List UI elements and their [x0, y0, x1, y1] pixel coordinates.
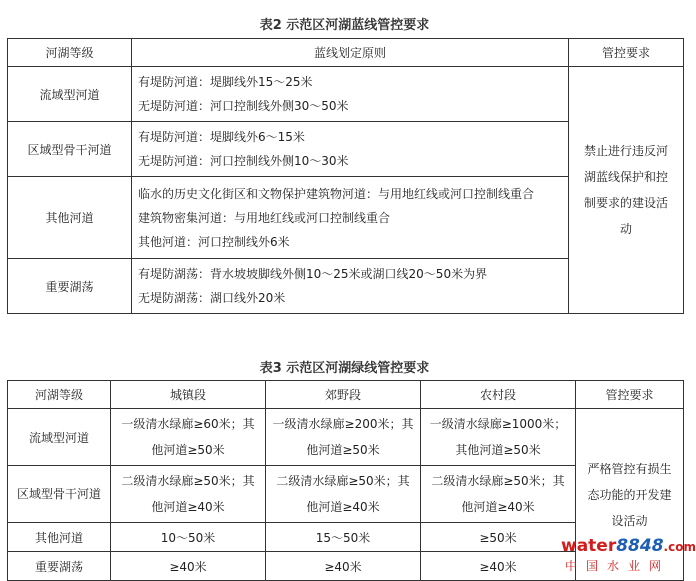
principle-line: 临水的历史文化街区和文物保护建筑物河道：与用地红线或河口控制线重合 — [138, 186, 535, 201]
table-header-row — [8, 381, 684, 409]
watermark-chinese: 中国水业网 — [565, 559, 671, 573]
header-control: 管控要求 — [576, 381, 684, 409]
principle-line: 无堤防河道：河口控制线外侧10～30米 — [138, 154, 349, 168]
principle-cell — [132, 177, 569, 259]
level-cell: 区域型骨干河道 — [8, 466, 111, 523]
principle-line: 有堤防河道：堤脚线外15～25米 — [138, 75, 313, 89]
table-header-row — [8, 39, 684, 67]
header-suburb: 郊野段 — [266, 381, 421, 409]
principle-cell — [132, 122, 569, 177]
principle-cell — [132, 259, 569, 314]
header-principle: 蓝线划定原则 — [132, 39, 569, 67]
table-row — [8, 67, 684, 122]
watermark-number: 8848 — [616, 536, 664, 556]
principle-line: 建筑物密集河道：与用地红线或河口控制线重合 — [138, 210, 391, 225]
control-text: 严格管控有损生态功能的开发建设活动 — [587, 461, 672, 528]
level-cell: 流域型河道 — [8, 409, 111, 466]
blue-line-table — [7, 38, 684, 314]
table3-title: 表3 示范区河湖绿线管控要求 — [259, 361, 430, 376]
principle-line: 无堤防湖荡：湖口线外20米 — [138, 291, 286, 305]
site-watermark-logo — [561, 536, 696, 580]
town-cell: 二级清水绿廊≥50米；其他河道≥40米 — [111, 466, 266, 523]
table2-title: 表2 示范区河湖蓝线管控要求 — [259, 18, 430, 33]
level-cell: 其他河道 — [8, 177, 132, 259]
suburb-cell: 15～50米 — [266, 523, 421, 552]
level-cell: 其他河道 — [8, 523, 111, 552]
principle-line: 其他河道：河口控制线外6米 — [138, 234, 290, 249]
watermark-suffix: .com — [663, 540, 696, 554]
suburb-cell: ≥40米 — [266, 552, 421, 581]
level-cell: 重要湖荡 — [8, 552, 111, 581]
header-control: 管控要求 — [569, 39, 684, 67]
table-row — [8, 409, 684, 466]
header-rural: 农村段 — [421, 381, 576, 409]
rural-cell: ≥40米 — [421, 552, 576, 581]
control-cell — [569, 67, 684, 314]
header-level: 河湖等级 — [8, 381, 111, 409]
town-cell: 一级清水绿廊≥60米；其他河道≥50米 — [111, 409, 266, 466]
header-level: 河湖等级 — [8, 39, 132, 67]
principle-line: 有堤防河道：堤脚线外6～15米 — [138, 130, 305, 144]
town-cell: 10～50米 — [111, 523, 266, 552]
suburb-cell: 一级清水绿廊≥200米；其他河道≥50米 — [266, 409, 421, 466]
level-cell: 区域型骨干河道 — [8, 122, 132, 177]
control-text: 禁止进行违反河湖蓝线保护和控制要求的建设活动 — [583, 144, 668, 236]
principle-cell — [132, 67, 569, 122]
watermark-word: water — [561, 536, 617, 556]
rural-cell: 二级清水绿廊≥50米；其他河道≥40米 — [421, 466, 576, 523]
town-cell: ≥40米 — [111, 552, 266, 581]
rural-cell: 一级清水绿廊≥1000米；其他河道≥50米 — [421, 409, 576, 466]
header-town: 城镇段 — [111, 381, 266, 409]
principle-line: 有堤防湖荡：背水坡坡脚线外侧10～25米或湖口线20～50米为界 — [138, 267, 488, 281]
level-cell: 重要湖荡 — [8, 259, 132, 314]
suburb-cell: 二级清水绿廊≥50米；其他河道≥40米 — [266, 466, 421, 523]
rural-cell: ≥50米 — [421, 523, 576, 552]
principle-line: 无堤防河道：河口控制线外侧30～50米 — [138, 99, 349, 113]
level-cell: 流域型河道 — [8, 67, 132, 122]
